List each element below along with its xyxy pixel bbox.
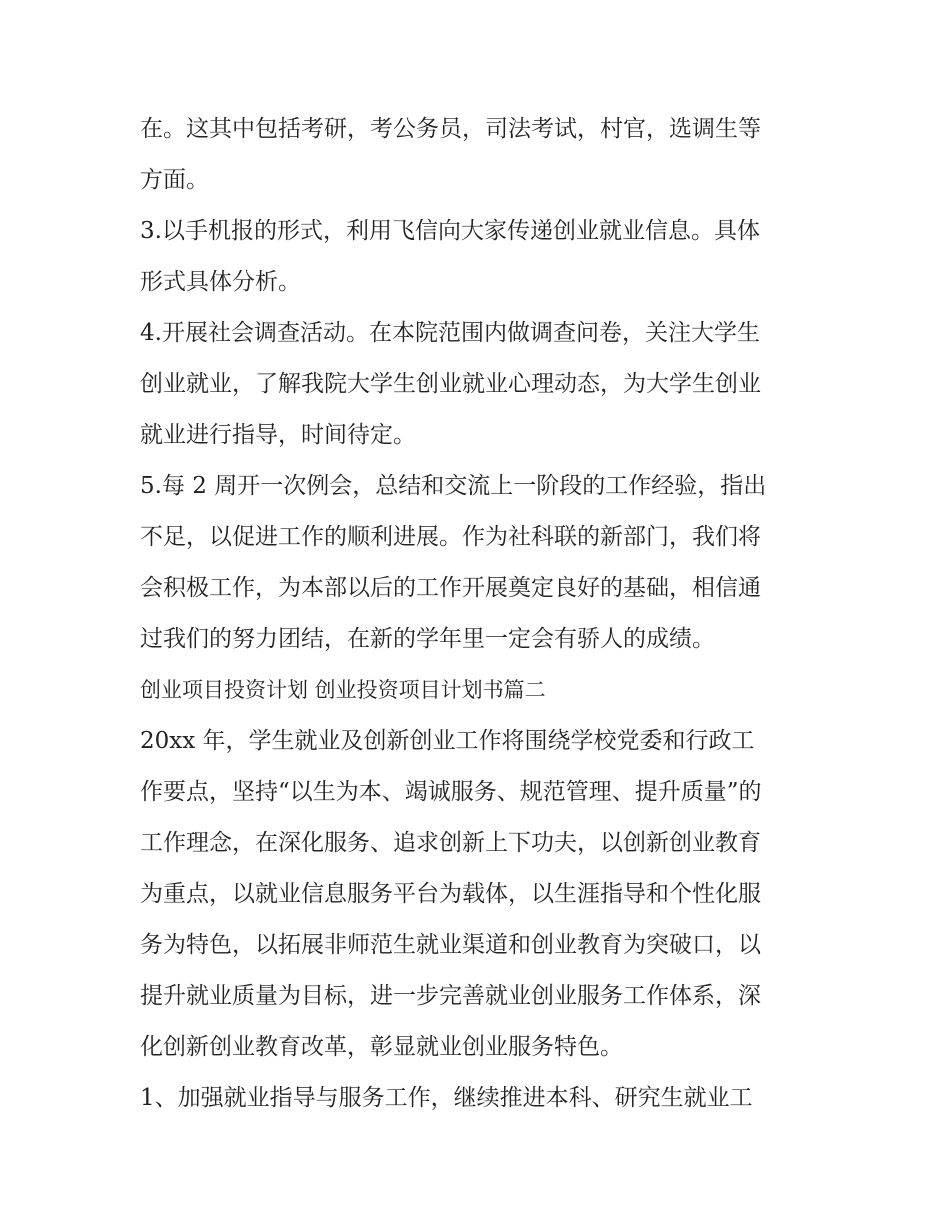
text-line: 20xx 年，学生就业及创新创业工作将围绕学校党委和行政工 [140, 728, 755, 754]
text-line: 3.以手机报的形式，利用飞信向大家传递创业就业信息。具体 [140, 218, 760, 244]
text-line: 务为特色，以拓展非师范生就业渠道和创业教育为突破口，以 [140, 932, 761, 958]
text-line: 为重点，以就业信息服务平台为载体，以生涯指导和个性化服 [140, 881, 761, 907]
text-line: 就业进行指导，时间待定。 [140, 422, 416, 448]
section-heading: 创业项目投资计划 创业投资项目计划书篇二 [140, 678, 546, 702]
text-line: 作要点，坚持“以生为本、竭诚服务、规范管理、提升质量”的 [140, 779, 762, 805]
text-line: 创业就业，了解我院大学生创业就业心理动态，为大学生创业 [140, 371, 761, 397]
text-line: 4.开展社会调查活动。在本院范围内做调查问卷，关注大学生 [140, 320, 760, 346]
text-line: 不足，以促进工作的顺利进展。作为社科联的新部门，我们将 [140, 524, 761, 550]
text-line: 过我们的努力团结，在新的学年里一定会有骄人的成绩。 [140, 626, 715, 652]
text-line: 方面。 [140, 167, 209, 193]
text-line: 化创新创业教育改革，彰显就业创业服务特色。 [140, 1034, 623, 1060]
text-line: 5.每 2 周开一次例会，总结和交流上一阶段的工作经验，指出 [140, 473, 767, 499]
text-line: 在。这其中包括考研，考公务员，司法考试，村官，选调生等 [140, 116, 761, 142]
text-line: 形式具体分析。 [140, 269, 301, 295]
text-line: 会积极工作，为本部以后的工作开展奠定良好的基础，相信通 [140, 575, 761, 601]
text-line: 提升就业质量为目标，进一步完善就业创业服务工作体系，深 [140, 983, 761, 1009]
text-line: 工作理念，在深化服务、追求创新上下功夫，以创新创业教育 [140, 830, 761, 856]
document-body [140, 104, 820, 1124]
text-line: 1、加强就业指导与服务工作，继续推进本科、研究生就业工 [140, 1085, 753, 1111]
